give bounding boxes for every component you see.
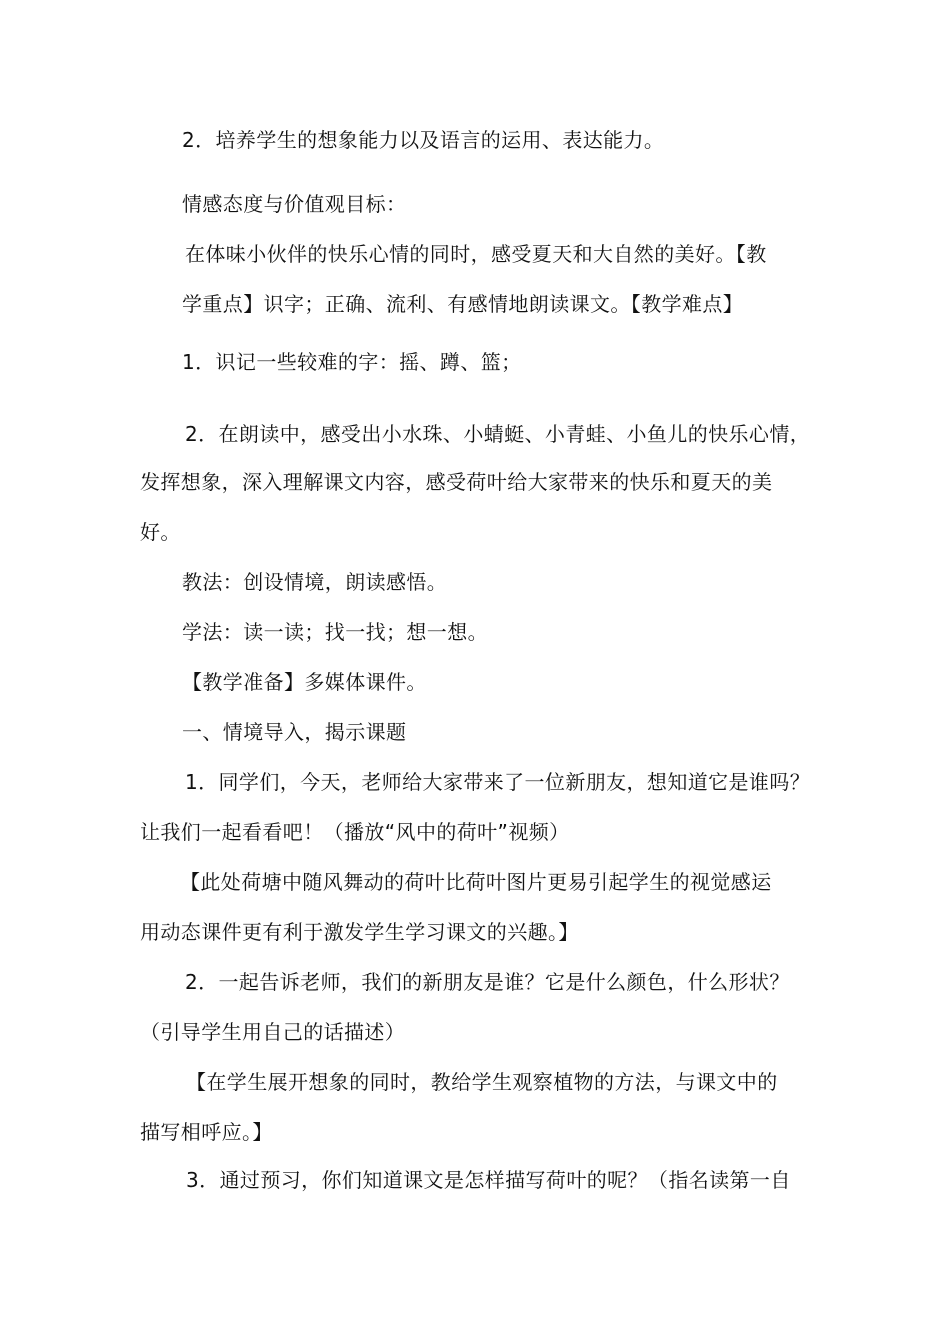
difficulty-2-line-3: 好。 (140, 520, 181, 544)
step-1-line-1: 1．同学们，今天，老师给大家带来了一位新朋友，想知道它是谁吗？ (185, 770, 811, 794)
section-1-heading: 一、情境导入，揭示课题 (182, 720, 407, 744)
step-1-line-2: 让我们一起看看吧！（播放“风中的荷叶”视频） (140, 820, 570, 844)
teaching-preparation-line: 【教学准备】多媒体课件。 (182, 670, 427, 694)
step-2-line-2: （引导学生用自己的话描述） (140, 1020, 406, 1044)
emotion-goal-text-line-2: 学重点】识字；正确、流利、有感情地朗读课文。【教学难点】 (182, 292, 744, 316)
note-1-line-1: 【此处荷塘中随风舞动的荷叶比荷叶图片更易引起学生的视觉感运 (180, 870, 772, 894)
difficulty-2-line-2: 发挥想象，深入理解课文内容，感受荷叶给大家带来的快乐和夏天的美 (140, 470, 773, 494)
learning-method-line: 学法：读一读；找一找；想一想。 (182, 620, 488, 644)
difficulty-2-line-1: 2．在朗读中，感受出小水珠、小蜻蜓、小青蛙、小鱼儿的快乐心情， (185, 422, 811, 446)
teaching-method-line: 教法：创设情境，朗读感悟。 (182, 570, 448, 594)
emotion-goal-text-line-1: 在体味小伙伴的快乐心情的同时，感受夏天和大自然的美好。【教 (185, 242, 767, 266)
emotion-goal-heading: 情感态度与价值观目标： (182, 192, 407, 216)
goal-2-line: 2．培养学生的想象能力以及语言的运用、表达能力。 (182, 128, 665, 152)
note-1-line-2: 用动态课件更有利于激发学生学习课文的兴趣。】 (140, 920, 579, 944)
step-2-line-1: 2．一起告诉老师，我们的新朋友是谁？它是什么颜色，什么形状？ (185, 970, 790, 994)
difficulty-1-line: 1．识记一些较难的字：摇、蹲、篮； (182, 350, 522, 374)
step-3-line-1: 3．通过预习，你们知道课文是怎样描写荷叶的呢？（指名读第一自 (186, 1168, 791, 1192)
note-2-line-2: 描写相呼应。】 (140, 1120, 273, 1144)
note-2-line-1: 【在学生展开想象的同时，教给学生观察植物的方法，与课文中的 (186, 1070, 778, 1094)
